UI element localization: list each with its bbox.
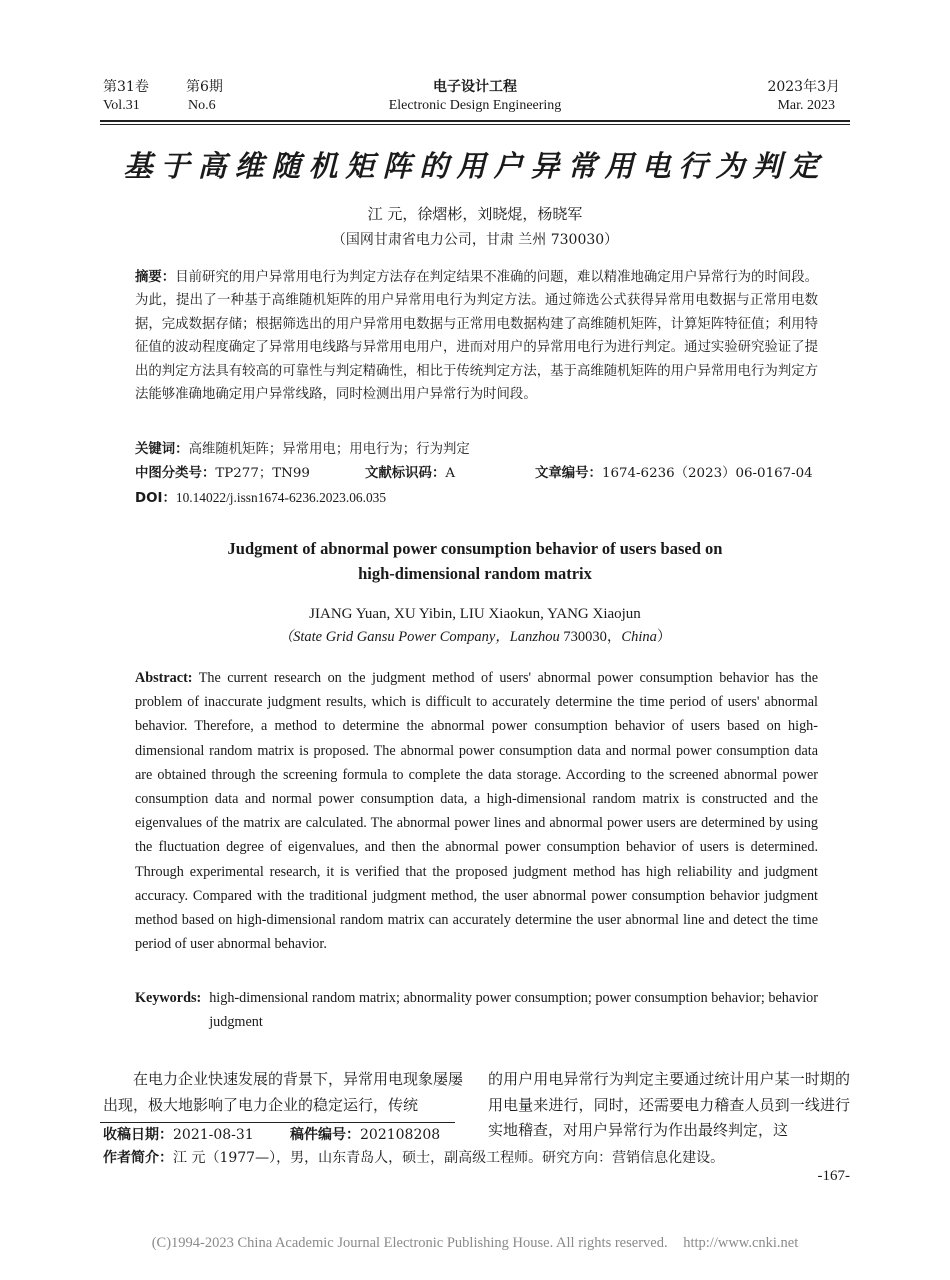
affiliation-en-org: （State Grid Gansu Power Company，Lanzhou: [278, 629, 560, 645]
manuscript-value: 202108208: [360, 1127, 441, 1143]
received-date: [103, 1124, 254, 1146]
classification-line: [135, 462, 818, 485]
journal-cn: 电子设计工程: [433, 79, 517, 95]
volume-cn: 第31卷: [103, 79, 149, 95]
author-bio-label: 作者简介：: [103, 1150, 173, 1166]
keywords-cn-text: 高维随机矩阵；异常用电；用电行为；行为判定: [188, 442, 470, 457]
author-bio-value: 江 元（1977—），男，山东青岛人，硕士，副高级工程师。研究方向：营销信息化建设。: [173, 1150, 725, 1166]
volume-en: Vol.31: [103, 98, 140, 113]
received-label: 收稿日期：: [103, 1127, 173, 1143]
abstract-en: [135, 666, 818, 956]
affiliation-en-close: ）: [656, 629, 672, 645]
authors-cn: 江 元，徐熠彬，刘晓焜，杨晓军: [367, 205, 583, 223]
abstract-en-text: The current research on the judgment method of users' abnormal power consumption behavior has the problem of inaccurate judgment results, which is difficult to accurately determine the time period of users' abnormal behavior. Therefore, a method to determine the abnormal power consumption behavior of users based on high-dimensional random matrix is proposed. The abnormal power consumption data and normal power consumption data are obtained through the screening formula to complete the data storage. According to the screened abnormal power consumption data and normal power consumption data, a high-dimensional random matrix is constructed and the eigenvalues of the matrix are calculated. The abnormal power lines and abnormal power users are determined by using the fluctuation degree of eigenvalues, and then the abnormal power consumption behavior of users is determined. Through experimental research, it is verified that the proposed judgment method has high reliability and judgment accuracy. Compared with the traditional judgment method, the user abnormal power consumption behavior judgment method based on high-dimensional random matrix can accurately determine the user abnormal line and detect the time period of user abnormal behavior.: [135, 670, 818, 953]
header-rule-thin: [100, 124, 850, 125]
affiliation-en-postcode: 730030，: [563, 629, 622, 645]
authors-en: JIANG Yuan, XU Yibin, LIU Xiaokun, YANG Xiaojun: [309, 606, 641, 622]
manuscript-label: 稿件编号：: [290, 1127, 360, 1143]
doi-value: 10.14022/j.issn1674-6236.2023.06.035: [175, 490, 387, 505]
issue-cn: 第6期: [186, 79, 223, 95]
footnote-rule: [100, 1122, 455, 1123]
issue-en: No.6: [188, 98, 216, 113]
clc-label: 中图分类号：: [135, 466, 216, 481]
date-en: Mar. 2023: [777, 98, 835, 113]
body-left-column: 在电力企业快速发展的背景下，异常用电现象屡屡出现，极大地影响了电力企业的稳定运行，传统: [103, 1070, 464, 1114]
abstract-en-label: Abstract:: [135, 670, 193, 686]
keywords-en: [135, 986, 818, 1034]
doi-line: [135, 486, 818, 510]
abstract-cn: [135, 266, 818, 406]
abstract-cn-label: 摘要：: [135, 270, 176, 285]
date-cn: 2023年3月: [767, 79, 840, 95]
header-rule-thick: [100, 120, 850, 122]
received-value: 2021-08-31: [173, 1127, 254, 1143]
paper-title-en-line1: Judgment of abnormal power consumption behavior of users based on: [227, 539, 723, 558]
doc-code-label: 文献标识码：A: [365, 466, 456, 481]
keywords-cn-label: 关键词：: [135, 442, 189, 457]
keywords-cn: [135, 438, 818, 461]
article-number-label: 文章编号：1674-6236（2023）06-0167-04: [535, 466, 813, 481]
page-number: -167-: [817, 1168, 850, 1184]
paper-title-en: [100, 536, 850, 586]
journal-en: Electronic Design Engineering: [388, 98, 562, 113]
copyright-url[interactable]: http://www.cnki.net: [683, 1235, 799, 1251]
paper-title-cn: 基于高维随机矩阵的用户异常用电行为判定: [123, 149, 827, 183]
affiliation-en: [100, 626, 850, 648]
doi-label: DOI：: [135, 491, 176, 506]
copyright-text: (C)1994-2023 China Academic Journal Electronic Publishing House. All rights reserved.: [151, 1235, 668, 1251]
doc-code-value: A: [445, 466, 456, 481]
abstract-cn-text: 目前研究的用户异常用电行为判定方法存在判定结果不准确的问题，难以精准地确定用户异常行为的时间段。为此，提出了一种基于高维随机矩阵的用户异常用电行为判定方法。通过筛选公式获得异常用电数据与正常用电数据，完成数据存储；根据筛选出的用户异常用电数据与正常用电数据构建了高维随机矩阵，计算矩阵特征值；利用特征值的波动程度确定了异常用电线路与异常用电用户，进而对用户的异常用电行为进行判定。通过实验研究验证了提出的判定方法具有较高的可靠性与判定精确性，相比于传统判定方法，基于高维随机矩阵的用户异常用电行为判定方法能够准确地确定用户异常线路，同时检测出用户异常行为时间段。: [135, 270, 819, 403]
keywords-en-text: high-dimensional random matrix; abnormality power consumption; power consumption behavior; behavior judgment: [209, 990, 818, 1031]
affiliation-cn: （国网甘肃省电力公司，甘肃 兰州 730030）: [331, 232, 619, 248]
copyright-footer: [0, 1235, 950, 1252]
paper-title-en-line2: high-dimensional random matrix: [358, 564, 592, 583]
article-number-value: 1674-6236（2023）06-0167-04: [601, 466, 813, 481]
keywords-en-label: Keywords:: [135, 990, 202, 1006]
author-bio: [103, 1147, 863, 1169]
body-right-column: 的用户用电异常行为判定主要通过统计用户某一时期的用电量来进行，同时，还需要电力稽查人员到一线进行实地稽查，对用户异常行为作出最终判定，这: [488, 1070, 850, 1139]
affiliation-en-country: China: [621, 629, 657, 645]
clc-value: TP277；TN99: [215, 466, 310, 481]
manuscript-number: [290, 1124, 440, 1146]
